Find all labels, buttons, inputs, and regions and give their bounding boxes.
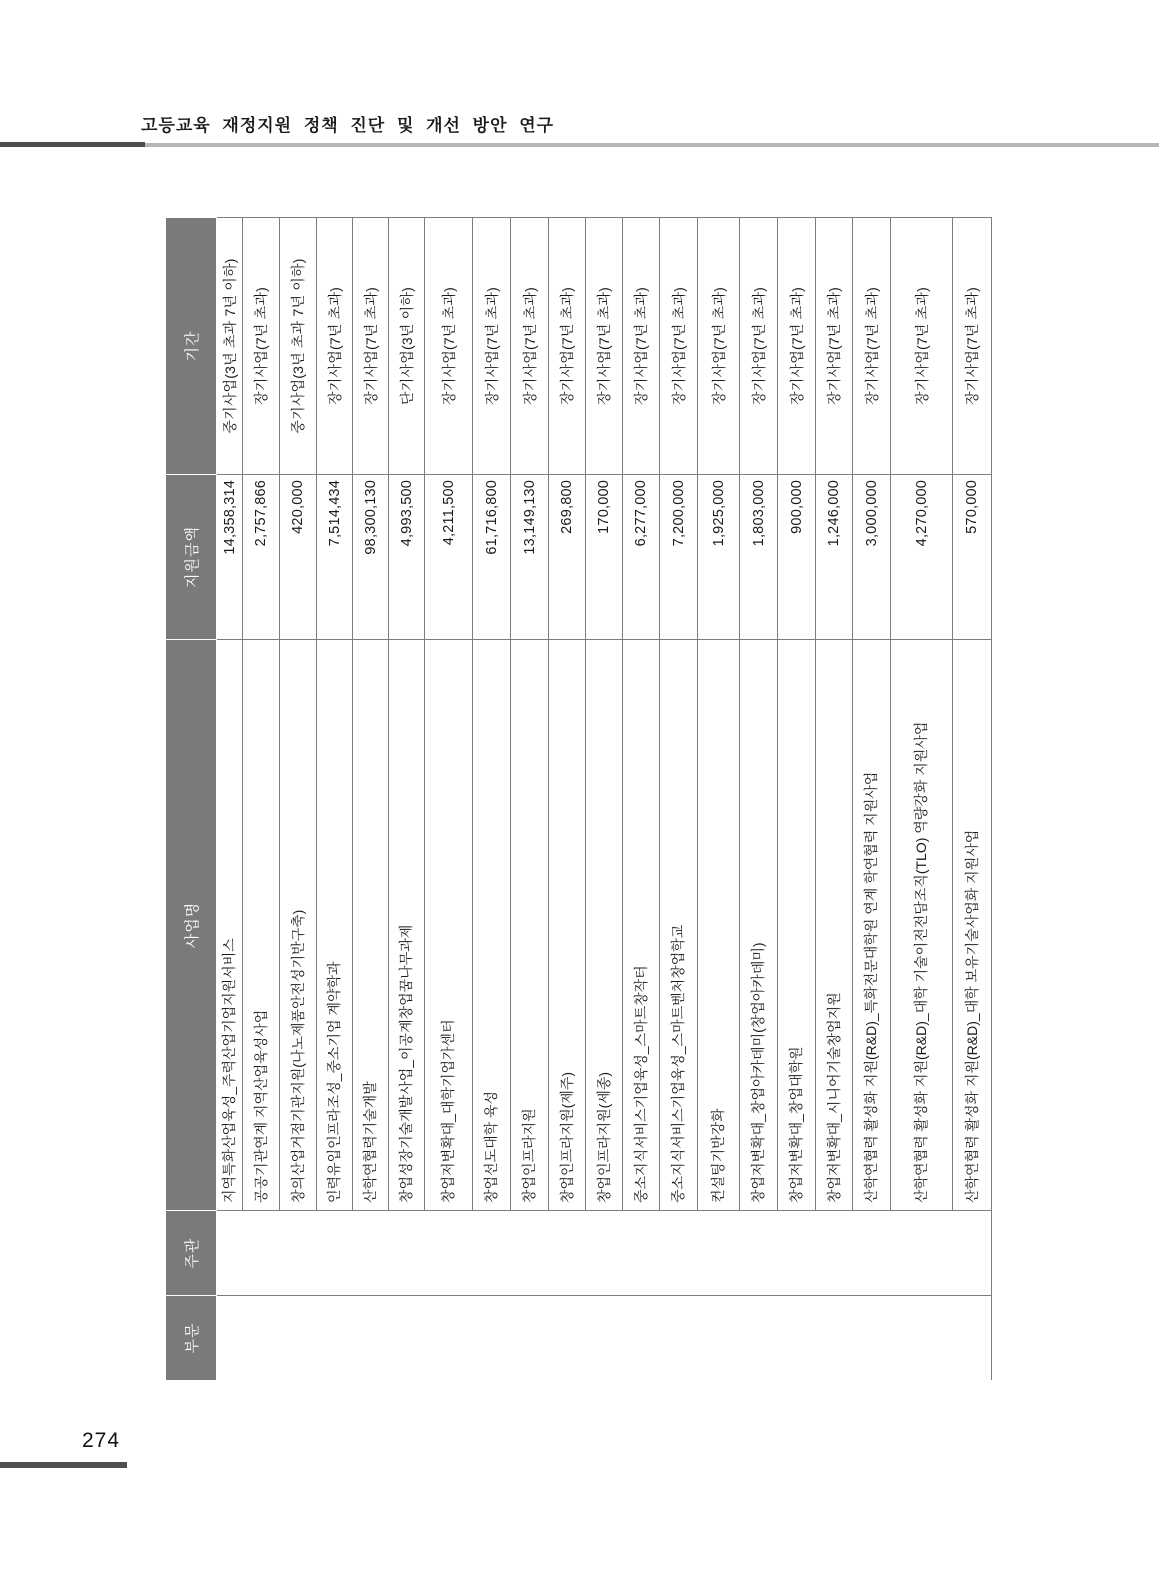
project-name-cell: 창업선도대학 육성 [473, 640, 511, 1211]
amount-cell: 420,000 [280, 475, 317, 640]
project-name-cell: 산학연협력 활성화 지원(R&D)_대학 기술이전전담조직(TLO) 역량강화 지원사업 [891, 640, 953, 1211]
project-name-cell: 산학연협력 활성화 지원(R&D)_대학 보유기술사업화 지원사업 [953, 640, 992, 1211]
amount-cell: 2,757,866 [243, 475, 280, 640]
table-row [280, 218, 317, 1381]
rotated-table-container [165, 218, 990, 1381]
project-name-cell: 창업성장기술개발사업_이공계창업꿈나무과제 [389, 640, 425, 1211]
period-cell: 단기사업(3년 이하) [389, 218, 425, 475]
project-name-cell: 창업인프라지원(세종) [586, 640, 623, 1211]
header-rule [0, 142, 1159, 147]
table-row [853, 218, 891, 1381]
table-row [698, 218, 740, 1381]
table-row [891, 218, 953, 1381]
table-row [353, 218, 389, 1381]
header-rule-dark-segment [0, 142, 145, 147]
table-row [473, 218, 511, 1381]
page-header-title: 고등교육 재정지원 정책 진단 및 개선 방안 연구 [141, 116, 555, 135]
bumun-merged-empty-cell [217, 1296, 992, 1381]
amount-cell: 14,358,314 [217, 475, 243, 640]
amount-cell: 98,300,130 [353, 475, 389, 640]
header-rule-light-segment [145, 143, 1159, 147]
amount-cell: 13,149,130 [511, 475, 549, 640]
period-cell: 장기사업(7년 초과) [778, 218, 816, 475]
project-name-cell: 산학연협력기술개발 [353, 640, 389, 1211]
period-cell: 장기사업(7년 초과) [953, 218, 992, 475]
project-name-cell: 창업인프라지원 [511, 640, 549, 1211]
period-cell: 중기사업(3년 초과 7년 이하) [280, 218, 317, 475]
table-row [660, 218, 698, 1381]
table-body [217, 218, 992, 1381]
project-name-cell: 중소지식서비스기업육성_스마트창작터 [623, 640, 660, 1211]
project-name-cell: 지역특화산업육성_주력산업기업지원서비스 [217, 640, 243, 1211]
amount-cell: 7,514,434 [317, 475, 353, 640]
period-cell: 장기사업(7년 초과) [740, 218, 778, 475]
jugwan-merged-empty-cell [217, 1211, 992, 1296]
amount-cell: 570,000 [953, 475, 992, 640]
period-cell: 장기사업(7년 초과) [853, 218, 891, 475]
period-cell: 장기사업(7년 초과) [425, 218, 473, 475]
period-cell: 장기사업(7년 초과) [623, 218, 660, 475]
period-cell: 장기사업(7년 초과) [891, 218, 953, 475]
amount-cell: 6,277,000 [623, 475, 660, 640]
period-cell: 중기사업(3년 초과 7년 이하) [217, 218, 243, 475]
header-cell-period: 기간 [166, 218, 217, 475]
table-row [243, 218, 280, 1381]
project-name-cell: 창업저변확대_대학기업가센터 [425, 640, 473, 1211]
header-cell-name: 사업명 [166, 640, 217, 1211]
period-cell: 장기사업(7년 초과) [816, 218, 853, 475]
amount-cell: 4,270,000 [891, 475, 953, 640]
amount-cell: 269,800 [549, 475, 586, 640]
table-row [586, 218, 623, 1381]
period-cell: 장기사업(7년 초과) [473, 218, 511, 475]
rotated-table-region [165, 218, 990, 1381]
project-name-cell: 창의산업거점기관지원(나노제품안전성기반구축) [280, 640, 317, 1211]
amount-cell: 61,716,800 [473, 475, 511, 640]
footer-bar [0, 1462, 127, 1468]
table-row [389, 218, 425, 1381]
table-header-row [166, 218, 217, 1381]
program-table [165, 217, 992, 1381]
header-cell-bumun: 부문 [166, 1296, 217, 1381]
table-row [511, 218, 549, 1381]
period-cell: 장기사업(7년 초과) [698, 218, 740, 475]
amount-cell: 900,000 [778, 475, 816, 640]
table-row [549, 218, 586, 1381]
amount-cell: 4,211,500 [425, 475, 473, 640]
header-cell-jugwan: 주관 [166, 1211, 217, 1296]
amount-cell: 1,803,000 [740, 475, 778, 640]
project-name-cell: 창업저변확대_시니어기술창업지원 [816, 640, 853, 1211]
header-cell-amount: 지원금액 [166, 475, 217, 640]
table-row [953, 218, 992, 1381]
period-cell: 장기사업(7년 초과) [660, 218, 698, 475]
period-cell: 장기사업(7년 초과) [511, 218, 549, 475]
amount-cell: 7,200,000 [660, 475, 698, 640]
amount-cell: 4,993,500 [389, 475, 425, 640]
period-cell: 장기사업(7년 초과) [353, 218, 389, 475]
table-row [740, 218, 778, 1381]
table-row [816, 218, 853, 1381]
project-name-cell: 창업인프라지원(제주) [549, 640, 586, 1211]
period-cell: 장기사업(7년 초과) [317, 218, 353, 475]
project-name-cell: 인력유입인프라조성_중소기업 계약학과 [317, 640, 353, 1211]
period-cell: 장기사업(7년 초과) [586, 218, 623, 475]
period-cell: 장기사업(7년 초과) [243, 218, 280, 475]
page-number: 274 [82, 1429, 121, 1452]
table-row [217, 218, 243, 1381]
project-name-cell: 컨설팅기반강화 [698, 640, 740, 1211]
project-name-cell: 공공기관연계 지역산업육성사업 [243, 640, 280, 1211]
project-name-cell: 중소지식서비스기업육성_스마트벤처창업학교 [660, 640, 698, 1211]
project-name-cell: 산학연협력 활성화 지원(R&D)_특화전문대학원 연계 학연협력 지원사업 [853, 640, 891, 1211]
table-row [317, 218, 353, 1381]
table-row [623, 218, 660, 1381]
amount-cell: 1,925,000 [698, 475, 740, 640]
amount-cell: 1,246,000 [816, 475, 853, 640]
amount-cell: 170,000 [586, 475, 623, 640]
project-name-cell: 창업저변확대_창업아카데미(창업아카데미) [740, 640, 778, 1211]
project-name-cell: 창업저변확대_창업대학원 [778, 640, 816, 1211]
table-row [425, 218, 473, 1381]
amount-cell: 3,000,000 [853, 475, 891, 640]
table-row [778, 218, 816, 1381]
period-cell: 장기사업(7년 초과) [549, 218, 586, 475]
